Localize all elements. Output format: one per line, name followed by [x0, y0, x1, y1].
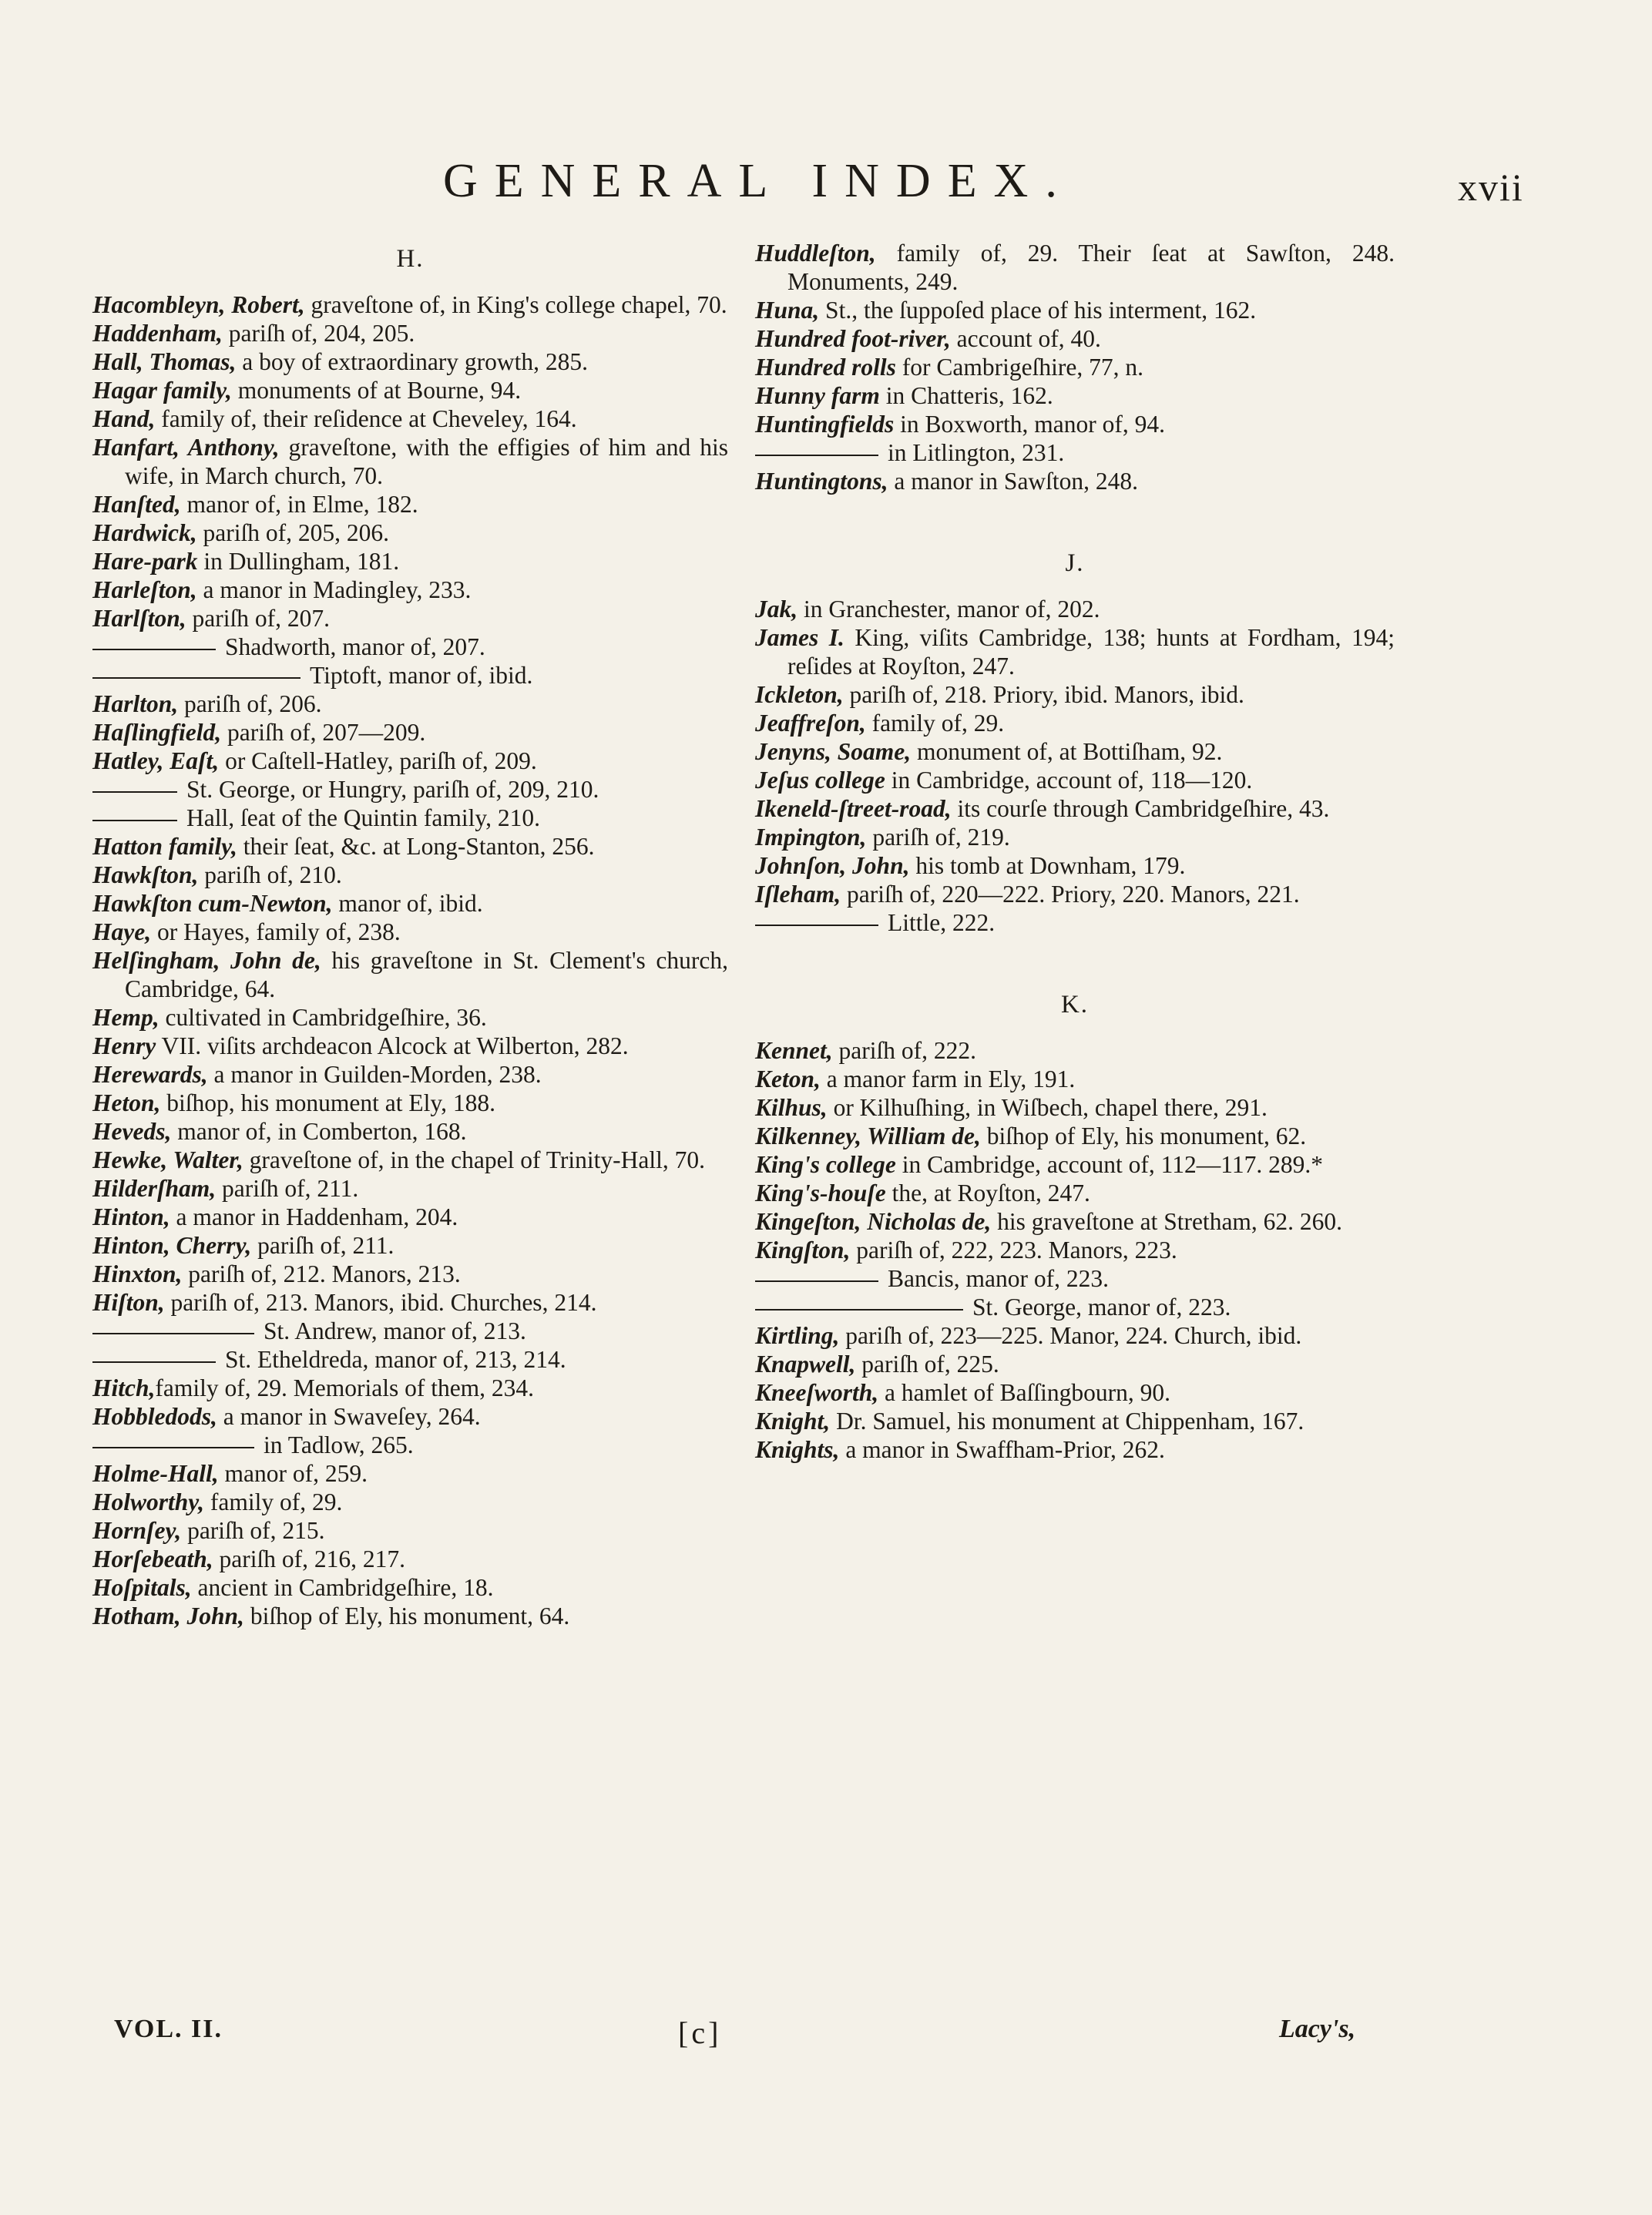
index-entry [92, 1402, 728, 1431]
index-entry-text: cultivated in Cambridgeſhire, 36. [159, 1004, 487, 1031]
index-entry-text: his graveſtone at Stretham, 62. 260. [991, 1208, 1343, 1235]
index-entry-text: St. Andrew, manor of, 213. [264, 1317, 526, 1344]
index-entry [92, 1459, 728, 1488]
index-entry [755, 410, 1395, 438]
index-headword: Jeſus college [755, 767, 885, 794]
index-entry [92, 1573, 728, 1602]
index-headword: Hawkſton, [92, 861, 199, 888]
index-entry [92, 889, 728, 918]
index-headword: Hand, [92, 405, 156, 432]
index-entry [755, 381, 1395, 410]
index-headword: Kilhus, [755, 1094, 828, 1121]
right-column [755, 239, 1395, 1464]
index-entry [92, 1003, 728, 1032]
index-headword: Hawkſton cum-Newton, [92, 890, 333, 917]
index-headword: Hinton, Cherry, [92, 1232, 252, 1259]
index-entry [92, 1288, 728, 1317]
index-headword: Hatley, Eaſt, [92, 747, 220, 774]
index-entry [755, 1150, 1395, 1179]
index-entry [92, 1174, 728, 1203]
index-entry [92, 861, 728, 889]
index-headword: Kirtling, [755, 1322, 840, 1349]
index-headword: Hagar family, [92, 377, 232, 404]
index-headword: Horſebeath, [92, 1545, 213, 1572]
index-entry-text: in Cambridge, account of, 112—117. 289.* [895, 1151, 1323, 1178]
index-headword: Keton, [755, 1066, 821, 1092]
index-entry [755, 353, 1395, 381]
index-entry-text: their ſeat, &c. at Long-Stanton, 256. [237, 833, 595, 860]
volume-label: VOL. II. [114, 2015, 223, 2043]
index-headword: Hanſted, [92, 491, 181, 518]
index-entry [755, 880, 1395, 908]
index-entry-text: the, at Royſton, 247. [885, 1180, 1090, 1207]
index-entry [755, 1407, 1395, 1435]
index-entry-text: family of, 29. Their ſeat at Sawſton, 248. Monuments, 249. [787, 240, 1395, 295]
index-entry [92, 319, 728, 347]
index-entry [755, 296, 1395, 324]
index-entry-text: pariſh of, 216, 217. [213, 1545, 405, 1572]
ditto-rule [755, 1280, 878, 1282]
index-headword: Johnſon, John, [755, 852, 910, 879]
index-entry-text: pariſh of, 207. [186, 605, 330, 632]
page-footer [0, 2015, 1652, 2061]
index-headword: Knight, [755, 1408, 831, 1435]
index-entry-text: a hamlet of Baſſingbourn, 90. [878, 1379, 1170, 1406]
index-headword: Huddleſton, [755, 240, 876, 267]
index-entry-text: his tomb at Downham, 179. [909, 852, 1186, 879]
index-entry [755, 908, 1395, 937]
left-column [92, 239, 728, 1630]
index-headword: Hilderſham, [92, 1175, 217, 1202]
index-headword: Iſleham, [755, 881, 841, 908]
index-entry [92, 832, 728, 861]
index-entry [92, 1488, 728, 1516]
index-entry [92, 519, 728, 547]
index-entry-text: biſhop of Ely, his monument, 62. [980, 1123, 1307, 1149]
index-headword: Hare-park [92, 548, 198, 575]
index-entry [755, 1236, 1395, 1264]
index-entry-text: pariſh of, 204, 205. [222, 320, 415, 347]
index-entry [92, 347, 728, 376]
index-entry-text: a manor farm in Ely, 191. [820, 1066, 1076, 1092]
index-entry-text: family of, their reſidence at Cheveley, 164. [155, 405, 577, 432]
index-entry [92, 1231, 728, 1260]
index-entry-text: pariſh of, 222. [832, 1037, 976, 1064]
index-entry [755, 1435, 1395, 1464]
index-entry [755, 1093, 1395, 1122]
index-entry [92, 946, 728, 1003]
index-headword: Haye, [92, 918, 152, 945]
index-entry [755, 467, 1395, 495]
index-list-h-continued [755, 239, 1395, 495]
index-entry [92, 1516, 728, 1545]
index-entry-text: pariſh of, 212. Manors, 213. [182, 1260, 461, 1287]
index-headword: Helſingham, John de, [92, 947, 321, 974]
index-headword: Holme-Hall, [92, 1460, 219, 1487]
ditto-rule [755, 925, 878, 926]
index-headword: Heton, [92, 1089, 161, 1116]
index-entry [755, 1378, 1395, 1407]
ditto-rule [755, 455, 878, 456]
index-entry-text: in Boxworth, manor of, 94. [894, 411, 1166, 438]
index-entry [755, 1293, 1395, 1321]
index-headword: King's college [755, 1151, 896, 1178]
index-entry-text: Little, 222. [888, 909, 996, 936]
index-entry-text: graveſtone, with the effigies of him and his wife, in March church, 70. [125, 434, 728, 489]
index-entry-text: Bancis, manor of, 223. [888, 1265, 1109, 1292]
index-entry-text: in Cambridge, account of, 118—120. [885, 767, 1253, 794]
index-entry [92, 490, 728, 519]
index-entry-text: in Tadlow, 265. [264, 1431, 414, 1458]
index-entry [92, 433, 728, 490]
index-headword: Hundred foot-river, [755, 325, 951, 352]
index-entry [755, 1179, 1395, 1207]
index-entry-text: VII. viſits archdeacon Alcock at Wilberton, 282. [156, 1032, 629, 1059]
index-list-k [755, 1036, 1395, 1464]
index-headword: Kneeſworth, [755, 1379, 879, 1406]
index-entry [755, 239, 1395, 296]
ditto-rule [755, 1309, 963, 1311]
index-headword: Jak, [755, 596, 798, 623]
index-entry-text: manor of, in Comberton, 168. [171, 1118, 467, 1145]
index-entry-text: graveſtone of, in King's college chapel, 70. [304, 291, 727, 318]
index-entry-text: account of, 40. [950, 325, 1101, 352]
index-entry-text: graveſtone of, in the chapel of Trinity-Hall, 70. [243, 1146, 705, 1173]
index-entry-text: Dr. Samuel, his monument at Chippenham, 167. [830, 1408, 1304, 1435]
index-entry [92, 1146, 728, 1174]
index-headword: Ickleton, [755, 681, 844, 708]
index-entry [92, 404, 728, 433]
index-entry [92, 547, 728, 576]
section-heading-k: K. [1060, 991, 1090, 1019]
index-entry-text: in Dullingham, 181. [197, 548, 400, 575]
index-entry [755, 1065, 1395, 1093]
index-entry [92, 690, 728, 718]
ditto-rule [92, 820, 177, 821]
index-entry [92, 1060, 728, 1089]
index-entry-text: pariſh of, 205, 206. [196, 519, 389, 546]
section-heading-j: J. [1065, 549, 1085, 577]
ditto-rule [92, 1361, 216, 1363]
index-entry [755, 324, 1395, 353]
index-headword: Hall, Thomas, [92, 348, 237, 375]
index-entry [92, 804, 728, 832]
catchword: Lacy's, [1279, 2015, 1356, 2043]
index-entry [92, 1032, 728, 1060]
index-entry [755, 1036, 1395, 1065]
index-entry [92, 918, 728, 946]
index-entry-text: or Kilhuſhing, in Wiſbech, chapel there, 291. [827, 1094, 1268, 1121]
index-entry-text: family of, 29. [865, 710, 1005, 737]
index-entry-text: in Granchester, manor of, 202. [797, 596, 1100, 623]
index-entry-text: pariſh of, 219. [866, 824, 1010, 851]
running-title: GENERAL INDEX. [443, 155, 1074, 207]
section-heading-h: H. [396, 245, 425, 273]
index-entry-text: pariſh of, 215. [181, 1517, 325, 1544]
index-entry [755, 1264, 1395, 1293]
index-headword: King's-houſe [755, 1180, 886, 1207]
index-entry-text: manor of, in Elme, 182. [180, 491, 418, 518]
index-entry [92, 1602, 728, 1630]
index-entry [755, 623, 1395, 680]
index-headword: Hunny farm [755, 382, 880, 409]
index-entry-text: family of, 29. Memorials of them, 234. [155, 1374, 535, 1401]
index-entry [92, 775, 728, 804]
index-entry-text: biſhop, his monument at Ely, 188. [160, 1089, 495, 1116]
index-headword: Hinton, [92, 1203, 170, 1230]
index-headword: Harlton, [92, 690, 179, 717]
index-headword: Huntingtons, [755, 468, 888, 495]
index-entry [92, 1545, 728, 1573]
index-entry-text: Hall, ſeat of the Quintin family, 210. [186, 804, 540, 831]
index-entry-text: a manor in Swaffham-Prior, 262. [839, 1436, 1165, 1463]
index-entry-text: King, viſits Cambridge, 138; hunts at Fordham, 194; reſides at Royſton, 247. [787, 624, 1395, 680]
index-entry [92, 1374, 728, 1402]
index-entry [755, 737, 1395, 766]
index-headword: Kennet, [755, 1037, 833, 1064]
index-headword: Heveds, [92, 1118, 172, 1145]
index-entry-text: ancient in Cambridgeſhire, 18. [191, 1574, 494, 1601]
index-headword: Huntingfields [755, 411, 895, 438]
index-headword: Jeaffreſon, [755, 710, 866, 737]
index-entry [755, 766, 1395, 794]
index-entry [755, 595, 1395, 623]
index-headword: Impington, [755, 824, 867, 851]
index-headword: Hotham, John, [92, 1603, 244, 1629]
index-headword: Hiſton, [92, 1289, 165, 1316]
index-entry-text: in Litlington, 231. [888, 439, 1065, 466]
index-headword: Hatton family, [92, 833, 237, 860]
ditto-rule [92, 1333, 254, 1334]
index-entry-text: or Hayes, family of, 238. [151, 918, 401, 945]
index-entry-text: his graveſtone in St. Clement's church, Cambridge, 64. [125, 947, 728, 1002]
index-headword: Kingſton, [755, 1237, 851, 1264]
page-header [0, 154, 1652, 216]
index-entry [92, 718, 728, 747]
index-entry-text: biſhop of Ely, his monument, 64. [243, 1603, 570, 1629]
index-entry-text: a manor in Swaveſey, 264. [217, 1403, 481, 1430]
index-entry-text: pariſh of, 225. [855, 1351, 999, 1378]
index-entry [92, 1260, 728, 1288]
index-entry [755, 1207, 1395, 1236]
index-entry [92, 1345, 728, 1374]
index-entry-text: pariſh of, 206. [178, 690, 322, 717]
index-entry [92, 1089, 728, 1117]
index-headword: Haddenham, [92, 320, 223, 347]
index-entry-text: manor of, 259. [218, 1460, 368, 1487]
index-entry [755, 1122, 1395, 1150]
index-entry-text: Tiptoft, manor of, ibid. [310, 662, 533, 689]
index-entry [755, 1321, 1395, 1350]
ditto-rule [92, 649, 216, 650]
index-entry [92, 376, 728, 404]
index-entry-text: Shadworth, manor of, 207. [225, 633, 485, 660]
index-entry-text: its courſe through Cambridgeſhire, 43. [951, 795, 1330, 822]
index-entry-text: pariſh of, 223—225. Manor, 224. Church, ibid. [839, 1322, 1302, 1349]
index-list-h [92, 290, 728, 1630]
index-entry-text: a manor in Madingley, 233. [196, 576, 472, 603]
index-headword: Hacombleyn, Robert, [92, 291, 305, 318]
index-entry-text: a manor in Guilden-Morden, 238. [207, 1061, 542, 1088]
index-headword: Harleſton, [92, 576, 197, 603]
index-headword: Harlſton, [92, 605, 186, 632]
ditto-rule [92, 791, 177, 793]
index-headword: Hemp, [92, 1004, 159, 1031]
index-entry-text: a manor in Haddenham, 204. [170, 1203, 458, 1230]
index-entry [755, 680, 1395, 709]
index-headword: Knapwell, [755, 1351, 856, 1378]
index-entry-text: St. Etheldreda, manor of, 213, 214. [225, 1346, 566, 1373]
index-entry-text: pariſh of, 211. [251, 1232, 395, 1259]
index-headword: Hewke, Walter, [92, 1146, 243, 1173]
index-headword: Hardwick, [92, 519, 197, 546]
index-headword: Hitch, [92, 1374, 156, 1401]
index-headword: Knights, [755, 1436, 840, 1463]
index-headword: Hoſpitals, [92, 1574, 192, 1601]
index-entry [92, 1431, 728, 1459]
index-entry [92, 576, 728, 604]
index-headword: Kilkenney, William de, [755, 1123, 981, 1149]
index-entry-text: pariſh of, 210. [198, 861, 342, 888]
index-entry-text: pariſh of, 222, 223. Manors, 223. [850, 1237, 1177, 1264]
index-entry [755, 823, 1395, 851]
index-entry [92, 661, 728, 690]
index-entry-text: pariſh of, 213. Manors, ibid. Churches, 214. [164, 1289, 597, 1316]
index-entry [92, 747, 728, 775]
index-headword: Hinxton, [92, 1260, 183, 1287]
index-entry [755, 709, 1395, 737]
index-headword: Herewards, [92, 1061, 208, 1088]
index-entry-text: pariſh of, 211. [216, 1175, 359, 1202]
index-headword: Haſlingfield, [92, 719, 222, 746]
ditto-rule [92, 677, 301, 679]
index-headword: Hundred rolls [755, 354, 896, 381]
index-headword: Henry [92, 1032, 156, 1059]
index-headword: Hornſey, [92, 1517, 182, 1544]
index-entry-text: pariſh of, 218. Priory, ibid. Manors, ibid. [843, 681, 1244, 708]
index-entry [755, 438, 1395, 467]
index-entry-text: in Chatteris, 162. [879, 382, 1053, 409]
index-entry [92, 604, 728, 633]
index-entry-text: a boy of extraordinary growth, 285. [236, 348, 589, 375]
index-entry-text: pariſh of, 207—209. [221, 719, 426, 746]
index-entry-text: family of, 29. [203, 1488, 343, 1515]
index-entry [755, 794, 1395, 823]
index-entry-text: monument of, at Bottiſham, 92. [911, 738, 1223, 765]
index-entry-text: or Caſtell-Hatley, pariſh of, 209. [219, 747, 537, 774]
index-entry-text: manor of, ibid. [332, 890, 483, 917]
index-headword: Hobbledods, [92, 1403, 217, 1430]
ditto-rule [92, 1447, 254, 1448]
index-entry [92, 633, 728, 661]
index-headword: James I. [755, 624, 844, 651]
index-headword: Kingeſton, Nicholas de, [755, 1208, 992, 1235]
index-headword: Ikeneld-ſtreet-road, [755, 795, 952, 822]
index-entry-text: pariſh of, 220—222. Priory, 220. Manors, 221. [841, 881, 1300, 908]
index-entry [755, 851, 1395, 880]
index-entry-text: St. George, or Hungry, pariſh of, 209, 210. [186, 776, 599, 803]
index-entry-text: monuments of at Bourne, 94. [231, 377, 522, 404]
index-entry [92, 1117, 728, 1146]
index-entry [92, 1317, 728, 1345]
index-entry [755, 1350, 1395, 1378]
index-entry [92, 1203, 728, 1231]
index-headword: Huna, [755, 297, 820, 324]
page-number: xvii [1458, 166, 1524, 209]
index-entry-text: for Cambrigeſhire, 77, n. [895, 354, 1143, 381]
index-headword: Holworthy, [92, 1488, 204, 1515]
index-list-j [755, 595, 1395, 937]
signature-mark: [c] [678, 2015, 722, 2050]
index-headword: Hanfart, Anthony, [92, 434, 280, 461]
index-entry-text: St., the ſuppoſed place of his interment, 162. [819, 297, 1257, 324]
index-headword: Jenyns, Soame, [755, 738, 912, 765]
index-entry-text: a manor in Sawſton, 248. [888, 468, 1139, 495]
index-entry [92, 290, 728, 319]
index-entry-text: St. George, manor of, 223. [972, 1294, 1231, 1321]
